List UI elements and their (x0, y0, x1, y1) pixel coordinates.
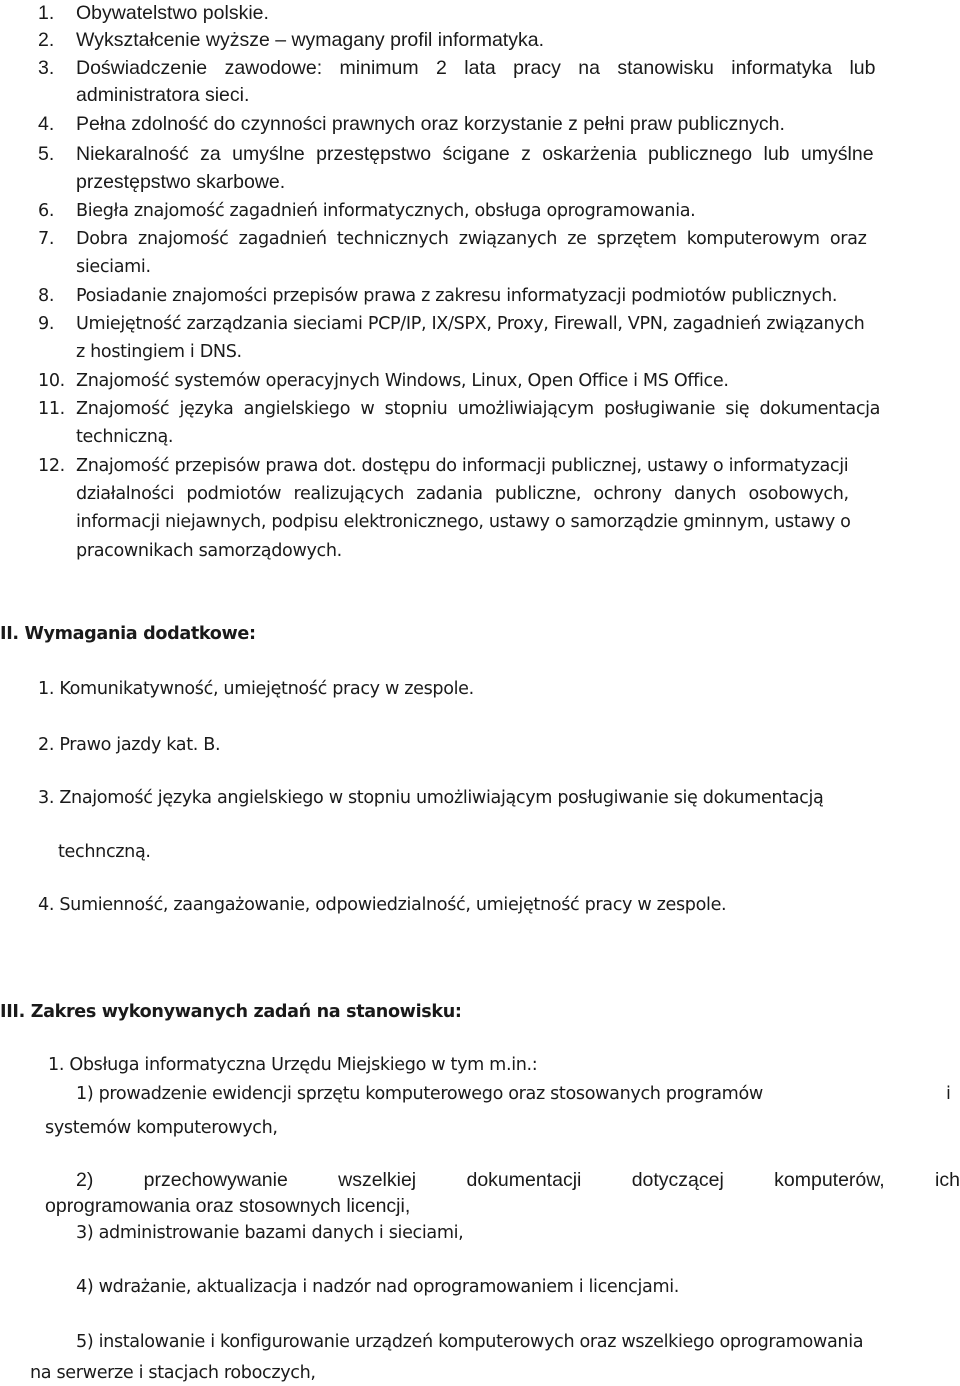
word: ich (935, 1169, 960, 1191)
subtask-item-continued: oprogramowania oraz stosownych licencji, (45, 1195, 411, 1217)
word: wszelkiej (338, 1169, 417, 1191)
item-number: 10. (38, 371, 65, 391)
item-number: 5. (38, 143, 55, 165)
word: komputerów, (774, 1169, 885, 1191)
task-item: 1. Obsługa informatyczna Urzędu Miejskiego w tym m.in.: (48, 1055, 538, 1075)
item-text-continued: administratora sieci. (76, 84, 250, 106)
item-number: 12. (38, 456, 65, 476)
list-item: 4. Sumienność, zaangażowanie, odpowiedzialność, umiejętność pracy w zespole. (38, 895, 727, 915)
item-number: 4. (38, 113, 55, 135)
item-text-continued: pracownikach samorządowych. (76, 541, 342, 561)
subtask-item-continued: na serwerze i stacjach roboczych, (30, 1363, 316, 1383)
list-item: 3. Znajomość języka angielskiego w stopniu umożliwiającym posługiwanie się dokumentacją (38, 788, 824, 808)
item-text: Wykształcenie wyższe – wymagany profil informatyka. (76, 29, 544, 51)
list-item: 1. Komunikatywność, umiejętność pracy w zespole. (38, 679, 474, 699)
item-number: 11. (38, 399, 65, 419)
item-number: 1. (38, 2, 55, 24)
item-text: Umiejętność zarządzania sieciami PCP/IP, IX/SPX, Proxy, Firewall, VPN, zagadnień związanych (76, 314, 865, 334)
subtask-item (76, 1168, 960, 1192)
item-text: Niekaralność za umyślne przestępstwo ścigane z oskarżenia publicznego lub umyślne (76, 143, 874, 165)
subtask-item: 4) wdrażanie, aktualizacja i nadzór nad oprogramowaniem i licencjami. (76, 1277, 680, 1297)
word: dotyczącej (631, 1169, 724, 1191)
subtask-item: 5) instalowanie i konfigurowanie urządzeń komputerowych oraz wszelkiego oprogramowania (76, 1332, 864, 1352)
subtask-item: 3) administrowanie bazami danych i sieciami, (76, 1223, 464, 1243)
subtask-item-end: i (946, 1084, 951, 1104)
item-number: 3. (38, 57, 55, 79)
item-text-continued: techniczną. (76, 427, 174, 447)
item-text: Posiadanie znajomości przepisów prawa z zakresu informatyzacji podmiotów publicznych. (76, 286, 838, 306)
item-text: Obywatelstwo polskie. (76, 2, 269, 24)
list-item-continued: technczną. (58, 842, 151, 862)
item-text: Pełna zdolność do czynności prawnych oraz korzystanie z pełni praw publicznych. (76, 113, 785, 135)
item-text: Biegła znajomość zagadnień informatycznych, obsługa oprogramowania. (76, 201, 696, 221)
item-number: 6. (38, 201, 55, 221)
subtask-item-continued: systemów komputerowych, (45, 1118, 278, 1138)
item-text: Dobra znajomość zagadnień technicznych związanych ze sprzętem komputerowym oraz (76, 229, 867, 249)
word: przechowywanie (143, 1169, 288, 1191)
word: 2) (76, 1169, 94, 1191)
item-number: 7. (38, 229, 55, 249)
section-heading: II. Wymagania dodatkowe: (0, 624, 256, 644)
item-text: Znajomość języka angielskiego w stopniu umożliwiającym posługiwanie się dokumentacja (76, 399, 881, 419)
item-text-continued: działalności podmiotów realizujących zadania publiczne, ochrony danych osobowych, (76, 484, 849, 504)
item-number: 8. (38, 286, 55, 306)
item-text-continued: z hostingiem i DNS. (76, 342, 242, 362)
item-text-continued: przestępstwo skarbowe. (76, 171, 286, 193)
word: dokumentacji (466, 1169, 582, 1191)
item-text-continued: informacji niejawnych, podpisu elektronicznego, ustawy o samorządzie gminnym, ustawy o (76, 512, 851, 532)
item-text-continued: sieciami. (76, 257, 151, 277)
item-number: 9. (38, 314, 55, 334)
item-text: Doświadczenie zawodowe: minimum 2 lata pracy na stanowisku informatyka lub (76, 57, 876, 79)
item-text: Znajomość systemów operacyjnych Windows, Linux, Open Office i MS Office. (76, 371, 729, 391)
item-text: Znajomość przepisów prawa dot. dostępu do informacji publicznej, ustawy o informatyzacji (76, 456, 849, 476)
list-item: 2. Prawo jazdy kat. B. (38, 735, 221, 755)
item-number: 2. (38, 29, 55, 51)
section-heading: III. Zakres wykonywanych zadań na stanowisku: (0, 1002, 462, 1022)
subtask-item: 1) prowadzenie ewidencji sprzętu komputerowego oraz stosowanych programów (76, 1084, 763, 1104)
